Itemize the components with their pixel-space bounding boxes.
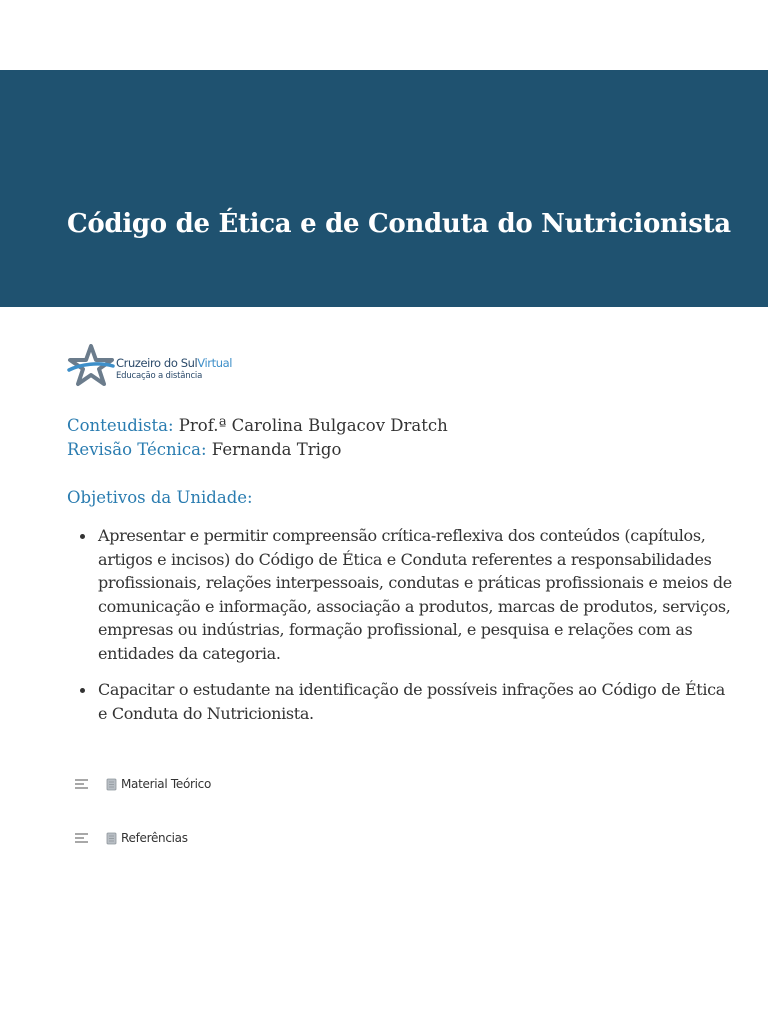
review-label: Revisão Técnica: <box>67 440 207 459</box>
objective-item: Capacitar o estudante na identificação de possíveis infrações ao Código de Ética e Conduta do Nutricionista. <box>98 678 738 725</box>
nav-item-referencias[interactable] <box>74 828 188 848</box>
objective-item: Apresentar e permitir compreensão crítica-reflexiva dos conteúdos (capítulos, artigos e incisos) do Código de Ética e Conduta referentes a responsabilidades profissionais, relações interpessoais, condutas e práticas profissionais e meios de comunicação e informação, associação a produtos, marcas de produtos, serviços, empresas ou indústrias, formação profissional, e pesquisa e relações com as entidades da categoria. <box>98 524 738 665</box>
credits <box>67 414 448 462</box>
nav-item-material-teorico[interactable] <box>74 774 211 794</box>
menu-lines-icon <box>74 777 90 791</box>
logo <box>67 344 237 388</box>
objectives-list <box>67 524 738 738</box>
header-banner <box>0 70 768 307</box>
document-icon <box>106 832 117 845</box>
document-icon <box>106 778 117 791</box>
objectives-title: Objetivos da Unidade: <box>67 488 253 507</box>
logo-tagline: Educação a distância <box>116 371 203 381</box>
author-label: Conteudista: <box>67 416 174 435</box>
logo-name: Cruzeiro do SulVirtual <box>116 356 233 370</box>
author-line <box>67 414 448 438</box>
nav-item-label: Material Teórico <box>121 777 211 791</box>
star-logo-icon <box>67 344 115 388</box>
menu-lines-icon <box>74 831 90 845</box>
page-title: Código de Ética e de Conduta do Nutricionista <box>67 209 731 239</box>
review-line <box>67 438 448 462</box>
nav-item-label: Referências <box>121 831 188 845</box>
review-value: Fernanda Trigo <box>211 440 342 459</box>
author-value: Prof.ª Carolina Bulgacov Dratch <box>178 416 448 435</box>
